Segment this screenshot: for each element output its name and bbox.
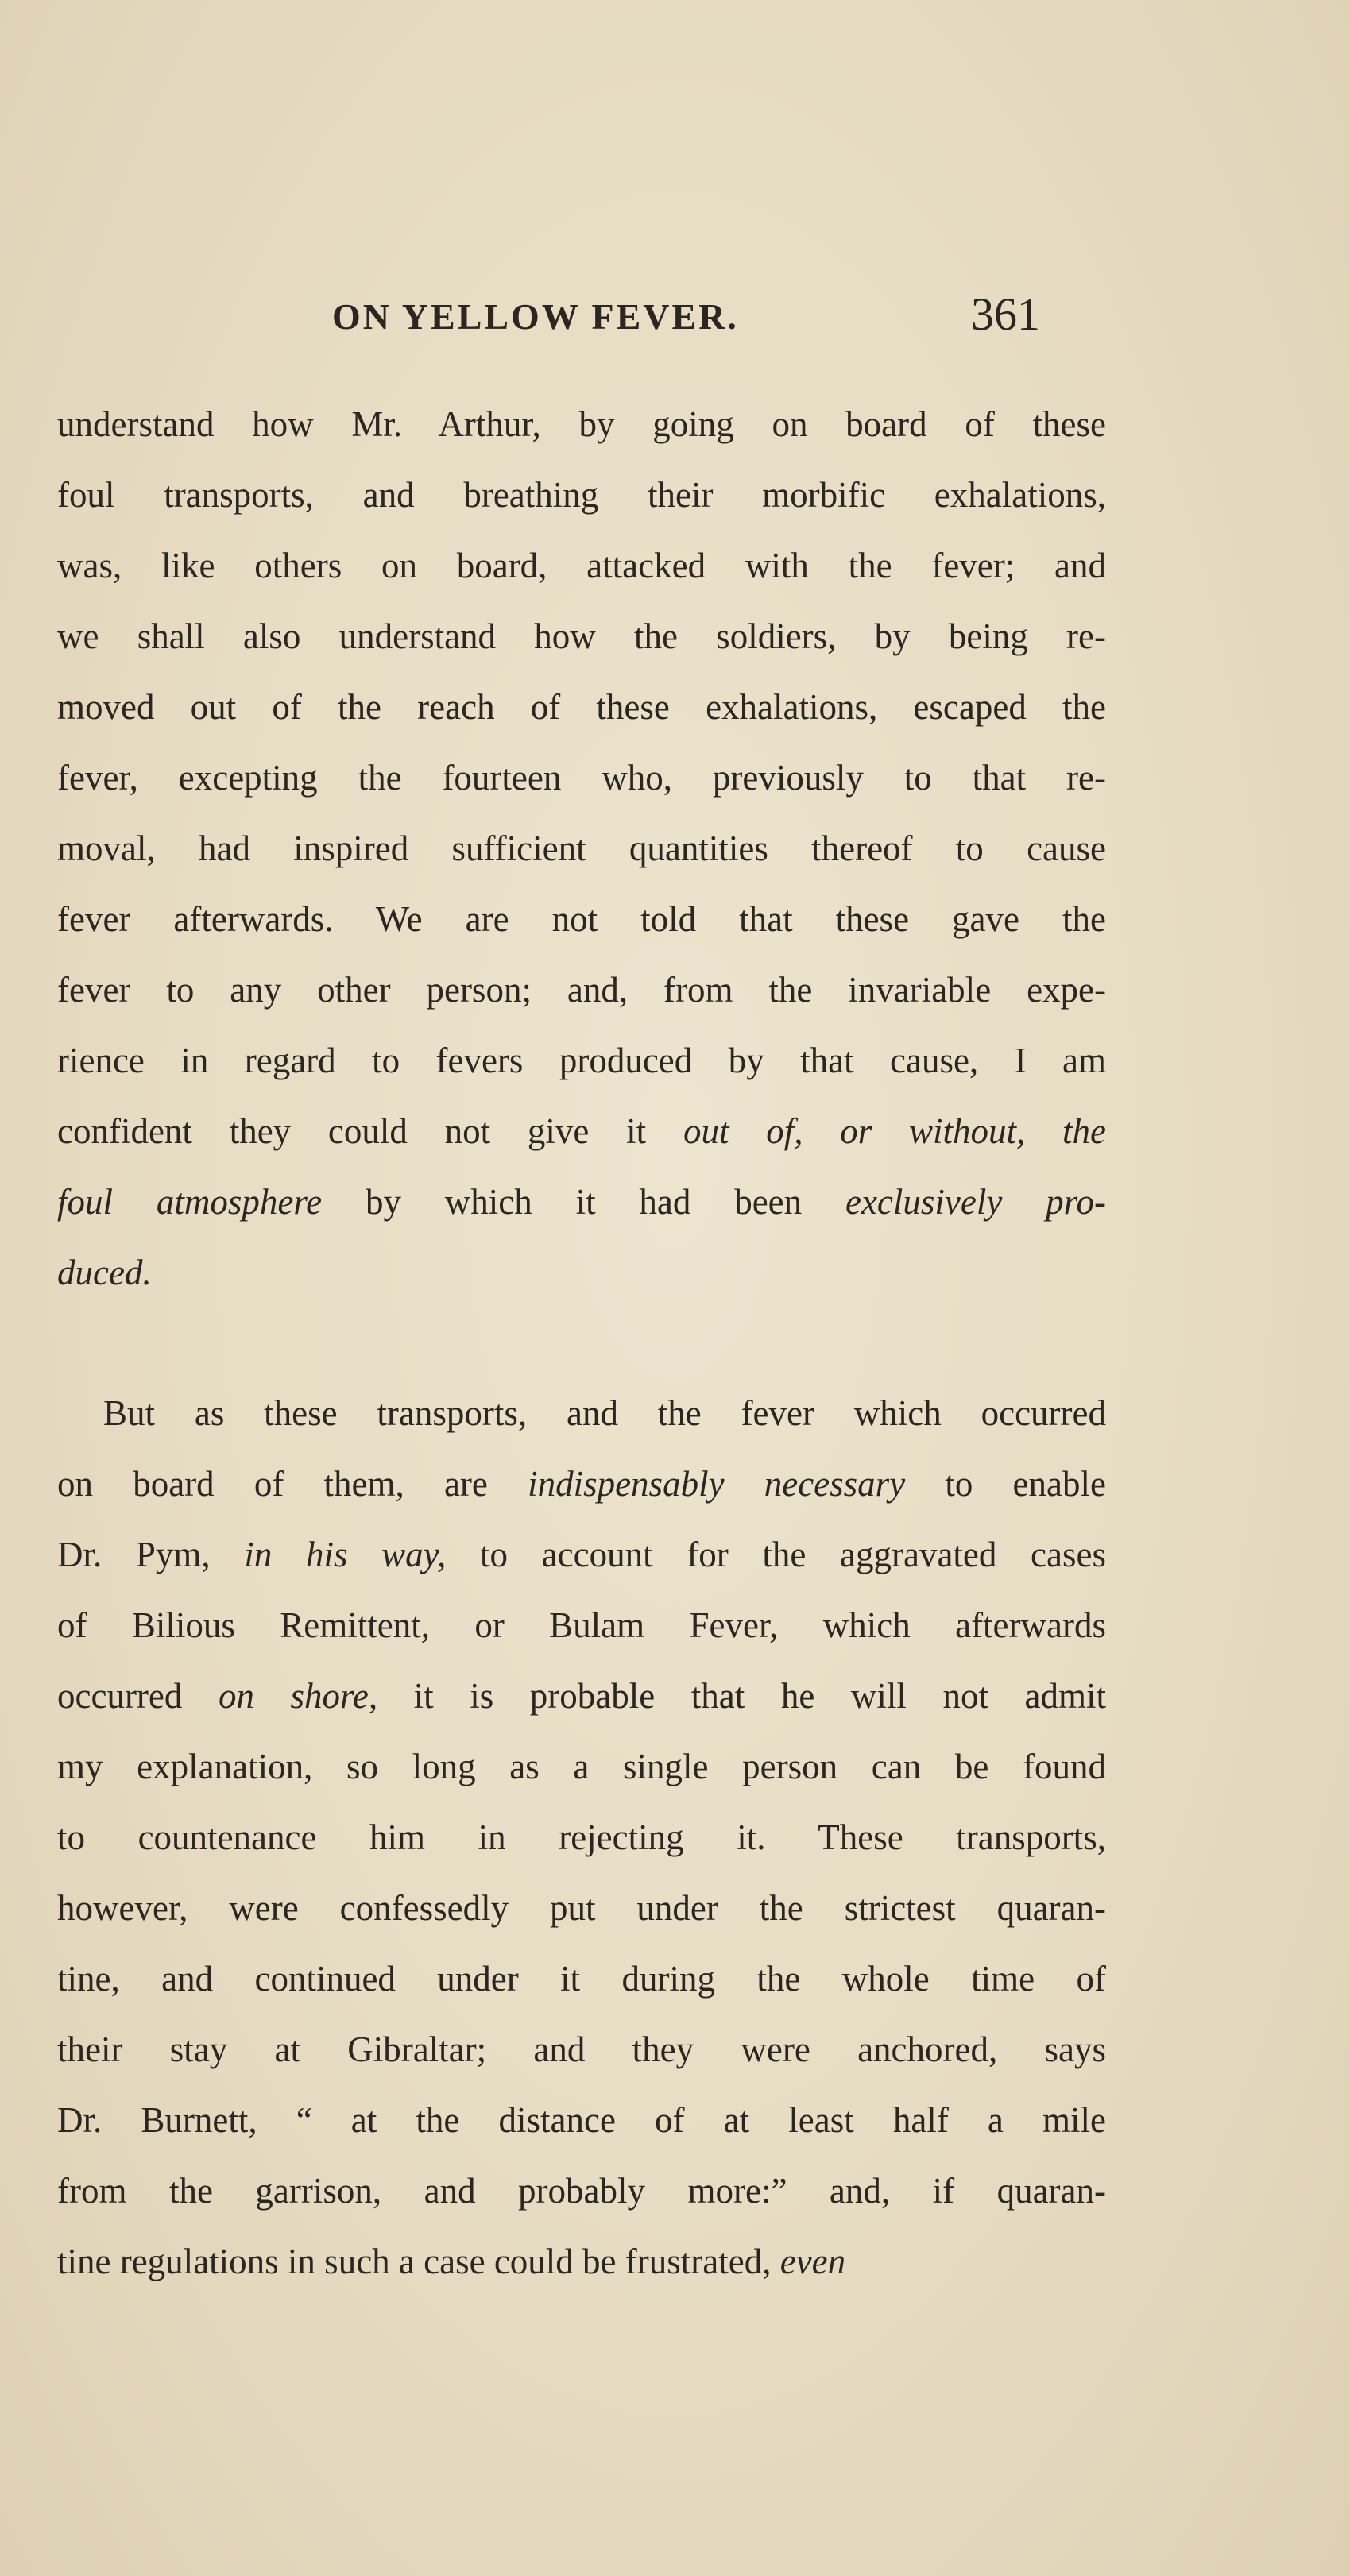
text-run: fever, excepting the fourteen who, previously to that re- <box>57 758 1106 798</box>
text-line <box>57 2226 1106 2297</box>
text-run: we shall also understand how the soldiers, by being re- <box>57 616 1106 656</box>
italic-text: even <box>779 2242 846 2281</box>
text-run: their stay at Gibraltar; and they were anchored, says <box>57 2030 1106 2069</box>
text-run: was, like others on board, attacked with the fever; and <box>57 546 1106 585</box>
text-run: by which it had been <box>322 1182 845 1222</box>
text-line <box>57 1661 1106 1732</box>
text-run: Dr. Pym, <box>57 1535 245 1574</box>
text-run: it is probable that he will not admit <box>377 1676 1106 1716</box>
text-run: to enable <box>905 1464 1106 1504</box>
text-line <box>57 1096 1106 1167</box>
text-line <box>57 1378 1106 1449</box>
text-run: fever afterwards. We are not told that these gave the <box>57 899 1106 939</box>
text-line <box>57 813 1106 884</box>
text-run: on board of them, are <box>57 1464 528 1504</box>
italic-text: indispensably necessary <box>528 1464 906 1504</box>
text-line <box>57 955 1106 1025</box>
text-line <box>57 743 1106 813</box>
italic-text: on shore, <box>218 1676 378 1716</box>
text-line <box>57 1590 1106 1661</box>
text-line <box>57 884 1106 955</box>
text-line <box>57 2014 1106 2085</box>
text-line <box>57 1167 1106 1238</box>
text-run: from the garrison, and probably more:” and, if quaran- <box>57 2171 1106 2211</box>
running-head: ON YELLOW FEVER. <box>332 296 739 337</box>
text-line <box>57 531 1106 601</box>
text-line <box>57 1944 1106 2014</box>
text-run: Dr. Burnett, “ at the distance of at least half a mile <box>57 2100 1106 2140</box>
text-line <box>57 1873 1106 1944</box>
text-run: to countenance him in rejecting it. These transports, <box>57 1817 1106 1857</box>
text-line <box>57 1025 1106 1096</box>
text-line <box>57 1238 1106 1308</box>
text-line <box>57 389 1106 460</box>
text-line <box>57 1732 1106 1802</box>
text-run: tine regulations in such a case could be frustrated, <box>57 2242 780 2281</box>
text-run: my explanation, so long as a single person can be found <box>57 1747 1106 1786</box>
text-line <box>57 460 1106 531</box>
text-line <box>57 672 1106 743</box>
text-run: of Bilious Remittent, or Bulam Fever, which afterwards <box>57 1605 1106 1645</box>
paragraph-1 <box>57 389 1106 1308</box>
page-header <box>0 288 1350 351</box>
text-run: tine, and continued under it during the whole time of <box>57 1959 1106 1999</box>
text-run: But as these transports, and the fever which occurred <box>103 1393 1106 1433</box>
text-run: moved out of the reach of these exhalations, escaped the <box>57 687 1106 727</box>
text-line <box>57 2085 1106 2156</box>
italic-text: out of, or without, the <box>683 1111 1106 1151</box>
text-run: confident they could not give it <box>57 1111 683 1151</box>
text-line <box>57 2156 1106 2226</box>
italic-text: exclusively pro- <box>845 1182 1106 1222</box>
page-number: 361 <box>971 288 1040 340</box>
text-run: moval, had inspired sufficient quantities thereof to cause <box>57 828 1106 868</box>
text-run: however, were confessedly put under the strictest quaran- <box>57 1888 1106 1928</box>
italic-text: duced. <box>57 1253 152 1292</box>
text-run: understand how Mr. Arthur, by going on board of these <box>57 404 1106 444</box>
italic-text: in his way, <box>244 1535 447 1574</box>
text-line <box>57 601 1106 672</box>
italic-text: foul atmosphere <box>57 1182 323 1222</box>
paragraph-2 <box>57 1378 1106 2297</box>
text-line <box>57 1449 1106 1520</box>
text-run: occurred <box>57 1676 219 1716</box>
text-run: foul transports, and breathing their morbific exhalations, <box>57 475 1106 515</box>
text-run: to account for the aggravated cases <box>446 1535 1106 1574</box>
text-run: fever to any other person; and, from the invariable expe- <box>57 970 1106 1010</box>
text-line <box>57 1802 1106 1873</box>
text-run: rience in regard to fevers produced by that cause, I am <box>57 1041 1106 1080</box>
text-line <box>57 1520 1106 1590</box>
